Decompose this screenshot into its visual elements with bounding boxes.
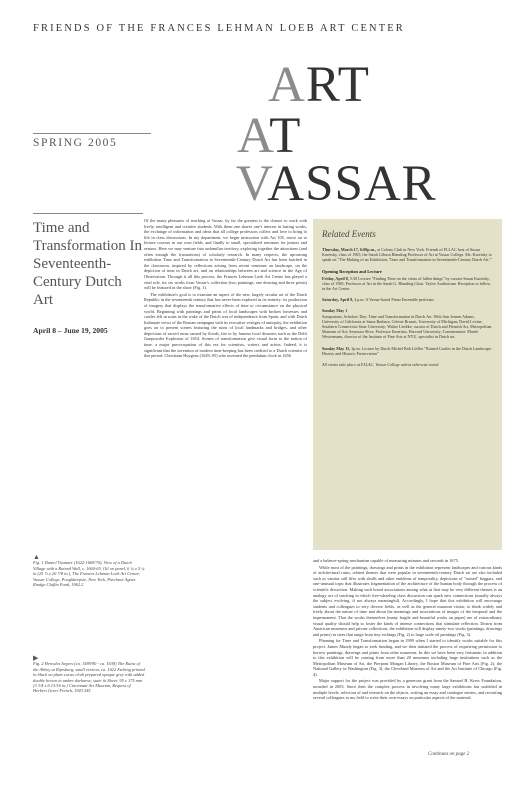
season-label: SPRING 2005 <box>33 137 118 149</box>
masthead-cap-a1: A <box>268 57 306 113</box>
event-item <box>322 297 493 302</box>
caption-text: Fig. 2 Hercules Segers (ca. 1589/90 - ca. 1638) The Ruins of the Abbey at Rijnsburg, small version, ca. 1622 Etching printed in black on plain cacao cloth prepared opaque grey with added double brown in umber darkness; state iii Sheet: 95 x 175 mm (3 3/4 x 6 13/16 in.) Cincinnati Art Museum, Bequest of Herbert Greer French, 1943.345 <box>33 661 145 694</box>
caption-text: Fig. 1 Daniel Vosmaer (1622-1669/70), View of a Dutch Village with a Ruined Wall, c. 1660-65. Oil on panel, 6 ¼ x 5 ¼ in (25 ½ x 20 7/8 in.), The Frances Lehman Loeb Art Center, Vassar College, Poughkeepsie, New York, Purchase Agnes Rindge Claflin Fund, 1962.2 <box>33 560 145 588</box>
event-item <box>322 346 493 356</box>
body-paragraph: Planning for Time and Transformation began in 1999 when I started to identify works suitable for this project. James Mundy began to seek funding, and we then initiated the process of requesting permission to borrow paintings, drawings and prints from other museums. In this we have been very fortunate; in addition to this exhibition will be coming from more than 20 museums including large institutions such as the Metropolitan Museum of Art, the Pierpont Morgan Library, the Boston Museum of Fine Arts (Fig. 2), the National Gallery in Washington (Fig. 3), the Cleveland Museum of Art and the Art Institute of Chicago (Fig. 4). <box>313 638 502 677</box>
event-head: Sunday May 1 <box>322 308 348 314</box>
caption-fig2 <box>33 656 145 694</box>
masthead-rest-rt: RT <box>305 57 370 113</box>
event-item <box>322 247 493 263</box>
event-text: Symposium, Scholars' Day: Time and Transformation in Dutch Art. With Ann Jensen Adams, University of California at Santa Barbara; Celeste Brusati, University of Michigan; David Levine, Southern Connecticut State University; Walter Liedtke, curator of Dutch and Flemish Art, Metropolitan Museum of Art; Seymour Slive, Professor Emeritus, Harvard University; Commentator: Mariët Westermann, director of the Institute of Fine Arts at NYU, specialist in Dutch art. <box>322 313 492 340</box>
continues-note: Continues on page 2 <box>428 752 470 757</box>
season-rule-top <box>33 133 151 134</box>
event-head: Sunday May 15, <box>322 345 351 351</box>
caption-fig1 <box>33 555 145 587</box>
masthead-line-vassar <box>236 156 437 212</box>
body-paragraph: Major support for the project was provided by a generous grant from the Samuel H. Kress Foundation, awarded in 2003. Since then the complex process in involving many large exhibitions has unfolded in multiple levels: selection of and research on the objects, writing an essay and catalogue entries, and recruiting several colleagues in my field to write their own essays on particular aspects of the material. <box>313 678 502 701</box>
events-note: All events take place at FLLAC, Vassar College unless otherwise noted. <box>322 362 440 368</box>
body-paragraph: and a balance-spring mechanism capable of measuring minutes and seconds in 1675. <box>313 558 459 563</box>
related-events-box <box>313 219 502 550</box>
event-text: 5:30 Lecture "Finding Time on the vistas of fallen things" by curator Susan Kuretsky, class of 1965, Professor of Art in the Sarah G. Blanding Chair. Taylor Auditorium. Reception to follow in the Art Center. <box>322 275 491 292</box>
title-rule-top <box>33 213 143 214</box>
caption-marker: ▶ <box>33 654 39 662</box>
caption-marker: ▲ <box>33 553 40 561</box>
exhibition-dates: April 8 – June 19, 2005 <box>33 326 108 335</box>
masthead-rest-assar: ASSAR <box>267 156 437 212</box>
body-paragraph: Of the many pleasures of teaching at Vassar, by far the greatest is the chance to work with lively, intelligent and creative students. With them one shares one's interest in lasting works, the exchange of information and ideas that all college professors collect and love to bring to life in class discussions. In my department, we begin instruction with Art 105, move on to lecture courses in our own fields, and finally to small, specialized seminars for juniors and seniors. Here we may venture into unfamiliar territory, exploring together the attractions (and often enough the frustrations) of scholarly research. In many respects, the upcoming exhibition Time and Transformation in Seventeenth-Century Dutch Art has been hatched in the classroom, inspired by reflections arising from recent seminars on landscape, on the depiction of time in Dutch art, and on relationships between art and science in the Age of Observation. Through it all this process, the Frances Lehman Loeb Art Center has played a vital role, for six works from Vassar's collection (two paintings, one drawing and three prints) will be featured in the show (Fig. 1). <box>144 218 307 291</box>
body-column-2 <box>313 558 502 744</box>
masthead-rest-t: T <box>269 108 302 164</box>
body-paragraph: While most of the paintings, drawings and prints in the exhibition represent landscapes and various kinds of architectural ruins, related themes that were popular in seventeenth-century Dutch art are also included such as vanitas still lifes with skulls and other emblems of temporality, depictions of "ruined" beggars, and one-unusual topic that illustrates fragmentation of the architecture of the human body through the process of scientific dissection. Making such broad associations among what at first may be very different themes is an analogy act of teaching in which free-wheeling class discussion can spark new connections (usually always the subject evolving, if not always meaningful). Accordingly, I hope that this exhibition will encourage students and colleagues to very diverse fields, as well as the general museum visitor, to think widely and freely about the nature of time and about the meanings and associations of images of the temporal and the impermanent. That the works themselves (many fragile and beautiful works on paper) are of extraordinary visual quality should help to foster the kinds of intense connections that stimulate reflection. Drawn from American museums and private collections, the exhibition will display ninety-two works (paintings, drawings and prints) in sizes that range from tiny etchings (Fig. 2) to large scale oil paintings (Fig. 3). <box>313 564 502 637</box>
event-item <box>322 276 493 292</box>
opening-reception-heading: Opening Reception and Lecture <box>322 268 382 274</box>
event-text: 4 p.m. A Vassar-based Piano Ensemble performs. <box>354 297 435 303</box>
masthead-cap-v: V <box>236 156 268 212</box>
related-events-title: Related Events <box>322 229 376 239</box>
masthead-cap-a2: A <box>237 108 270 164</box>
body-paragraph: The exhibition's goal is to examine an aspect of the new, largely secular art of the Dutch Republic in the seventeenth century that has never been explored in its entirety: its production of imagery that displays the transformative effects of time or circumstance on the physical world. Beginning with paintings and prints of local landscapes with broken fortresses and castles left in ruins in the wake of the Dutch war of independence from Spain, and with Dutch Italianate views of the Roman campagna with its evocative vestiges of antiquity, the exhibition goes on to present scenes featuring the ruins of local landmarks and bridges, and other depictions of sacred ruins caused by floods, fire or by famous local disasters such as the Delft Gunpowder Explosion of 1654. Scenes of transformation give visual form to the notion of time, a major preoccupation of this era for scientists, writers and artists. Indeed, it is significant that the invention of modern time-keeping has been credited to a Dutch scientist of this period: Christiaan Huygens (1629–95) who invented the pendulum clock in 1656 <box>144 291 307 359</box>
body-column-1 <box>144 218 307 510</box>
event-head: Saturday, April 9, <box>322 297 354 303</box>
event-text: at Colony Club in New York. Friends of FLLAC host of Susan Kuretsky, class of 1965, the Sarah Gibson Blanding Professor of Art at Vassar College. Ms. Kuretsky to speak on "The Making of an Exhibition, 'Time and Transformation in Seventeenth-Century Dutch Art.'" <box>322 247 492 263</box>
event-item <box>322 308 493 339</box>
event-text: 3p.m. Lecture by Dutch Michel Bob Löffler "Ruined Castles in the Dutch Landscape: History and Historic Preservation" <box>322 345 492 356</box>
masthead-line-at <box>237 108 302 164</box>
exhibition-title: Time and Transformation In Seventeenth-Century Dutch Art <box>33 220 143 308</box>
friends-header: FRIENDS OF THE FRANCES LEHMAN LOEB ART CENTER <box>33 23 405 34</box>
event-head: Thursday, March 17, 6:00p.m., <box>322 247 377 252</box>
event-head: Friday, April 8, <box>322 275 349 281</box>
masthead-line-art <box>268 57 370 113</box>
